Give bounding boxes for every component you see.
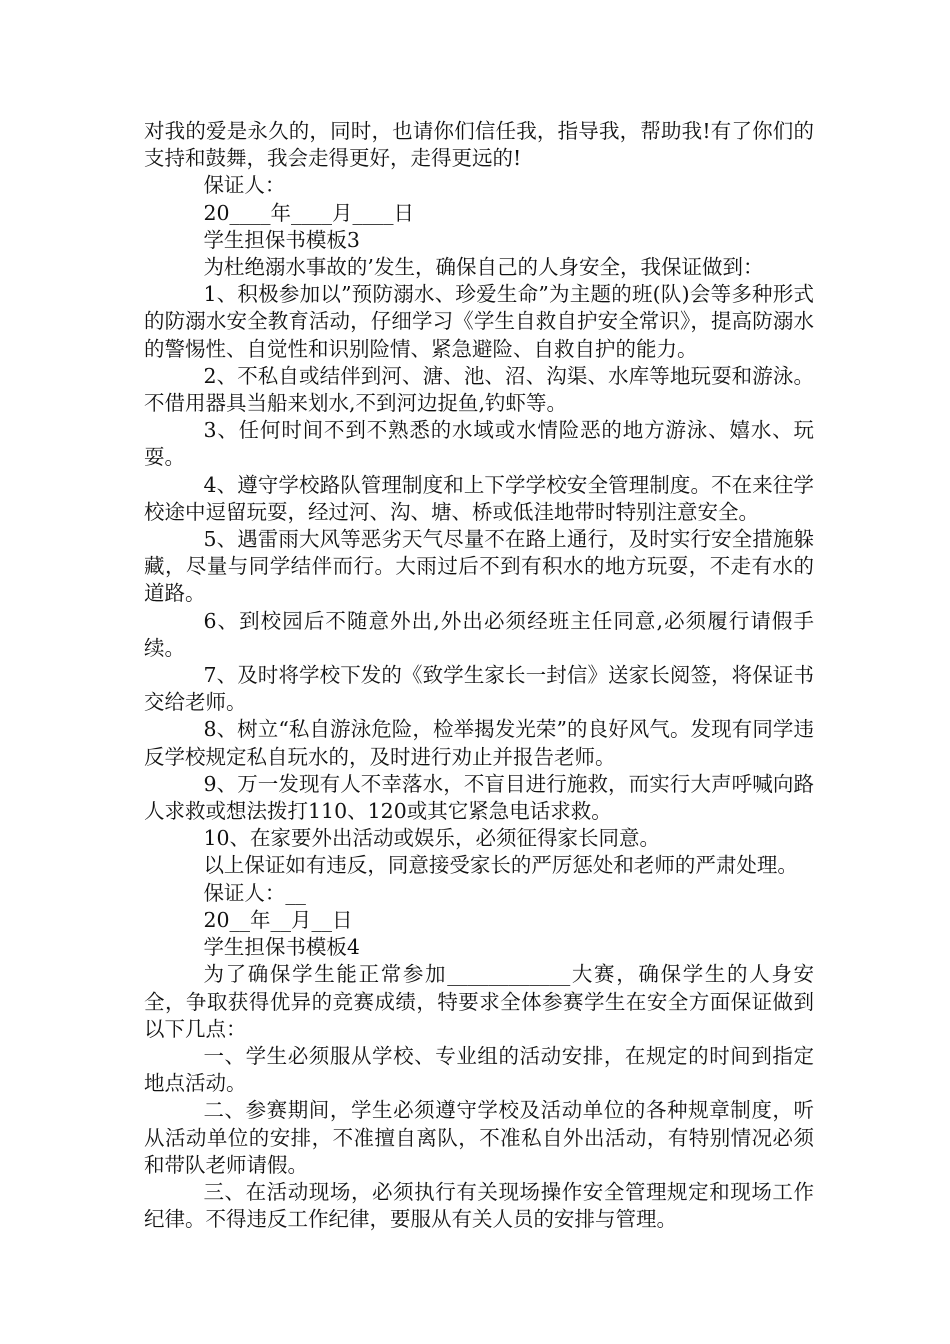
list-item: 5、遇雷雨大风等恶劣天气尽量不在路上通行，及时实行安全措施躲藏，尽量与同学结伴而行。大雨过后不到有积水的地方玩耍，不走有水的道路。 xyxy=(144,527,814,606)
guarantor-label: 保证人：__ xyxy=(203,880,306,905)
section-title-template-4: 学生担保书模板4 xyxy=(203,935,360,960)
guarantor-label: 保证人： xyxy=(203,173,286,198)
list-item: 一、学生必须服从学校、专业组的活动安排，在规定的时间到指定地点活动。 xyxy=(144,1043,814,1096)
date-line: 20__年__月__日 xyxy=(203,907,353,932)
list-item: 10、在家要外出活动或娱乐，必须征得家长同意。 xyxy=(203,826,661,851)
list-item: 4、遵守学校路队管理制度和上下学学校安全管理制度。不在来往学校途中逗留玩耍，经过河、沟、塘、桥或低洼地带时特别注意安全。 xyxy=(144,472,814,524)
list-item: 1、积极参加以”预防溺水、珍爱生命”为主题的班(队)会等多种形式的防溺水安全教育活动，仔细学习《学生自救自护安全常识》，提高防溺水的警惕性、自觉性和识别险情、紧急避险、自救自护的能力。 xyxy=(144,282,814,361)
date-line: 20____年____月____日 xyxy=(203,200,415,225)
document-body xyxy=(144,118,814,1233)
intro-paragraph: 为了确保学生能正常参加____________大赛，确保学生的人身安全，争取获得优异的竞赛成绩，特要求全体参赛学生在安全方面保证做到以下几点： xyxy=(144,962,814,1041)
list-item: 6、到校园后不随意外出,外出必须经班主任同意,必须履行请假手续。 xyxy=(144,608,814,660)
list-item: 2、不私自或结伴到河、溏、池、沼、沟渠、水库等地玩耍和游泳。不借用器具当船来划水,不到河边捉鱼,钓虾等。 xyxy=(144,363,814,416)
list-item: 二、参赛期间，学生必须遵守学校及活动单位的各种规章制度，听从活动单位的安排，不准擅自离队，不准私自外出活动，有特别情况必须和带队老师请假。 xyxy=(144,1098,814,1177)
list-item: 7、及时将学校下发的《致学生家长一封信》送家长阅签，将保证书交给老师。 xyxy=(144,663,814,715)
paragraph-continuation: 对我的爱是永久的，同时，也请你们信任我，指导我，帮助我!有了你们的支持和鼓舞，我会走得更好，走得更远的! xyxy=(144,119,814,171)
closing-statement: 以上保证如有违反，同意接受家长的严厉惩处和老师的严肃处理。 xyxy=(203,853,798,878)
list-item: 9、万一发现有人不幸落水，不盲目进行施救，而实行大声呼喊向路人求救或想法拨打110、120或其它紧急电话求救。 xyxy=(144,771,814,824)
list-item: 3、任何时间不到不熟悉的水域或水情险恶的地方游泳、嬉水、玩耍。 xyxy=(144,418,814,470)
intro-paragraph: 为杜绝溺水事故的’发生，确保自己的人身安全，我保证做到： xyxy=(203,255,764,280)
list-item: 三、在活动现场，必须执行有关现场操作安全管理规定和现场工作纪律。不得违反工作纪律，要服从有关人员的安排与管理。 xyxy=(144,1179,814,1232)
list-item: 8、树立“私自游泳危险，检举揭发光荣”的良好风气。发现有同学违反学校规定私自玩水的，及时进行劝止并报告老师。 xyxy=(144,717,814,769)
section-title-template-3: 学生担保书模板3 xyxy=(203,227,360,252)
